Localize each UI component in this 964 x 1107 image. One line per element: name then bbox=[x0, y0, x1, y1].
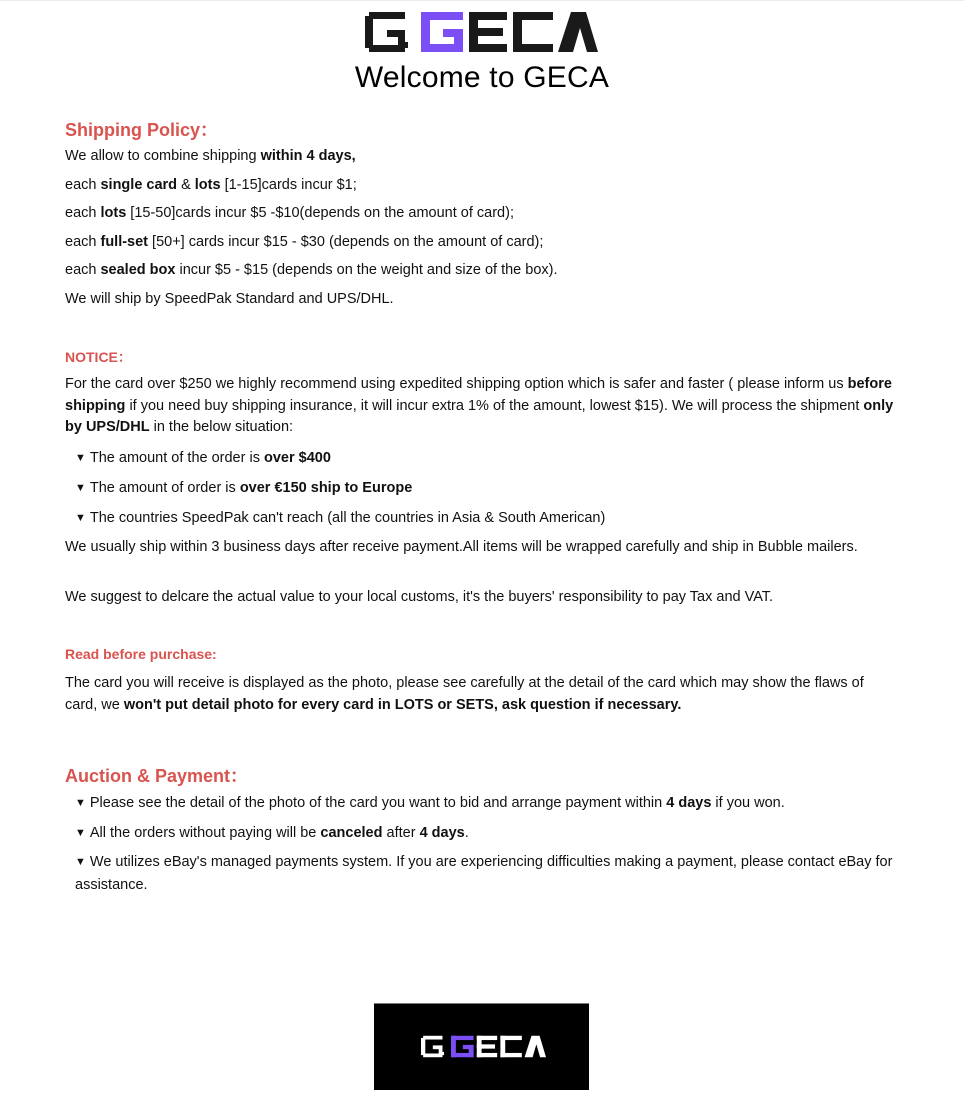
page-title: Welcome to GECA bbox=[354, 61, 610, 94]
text: We allow to combine shipping bbox=[65, 148, 261, 164]
auction-payment-heading: Auction & Payment： bbox=[65, 766, 249, 786]
triangle-down-icon: ▼ bbox=[75, 856, 86, 868]
logo-letter-e bbox=[477, 1036, 497, 1057]
bold-text: lots bbox=[194, 177, 221, 193]
bold-text: only by UPS/DHL bbox=[65, 397, 894, 435]
bold-text: single card bbox=[100, 177, 178, 193]
logo-g-mark bbox=[421, 1036, 444, 1057]
bold-text: canceled bbox=[320, 825, 383, 841]
logo-g-mark bbox=[365, 12, 408, 52]
notice-bullet bbox=[75, 479, 412, 498]
bold-text: 4 days bbox=[666, 795, 712, 811]
logo-letter-c bbox=[513, 12, 553, 52]
bold-text: within 4 days, bbox=[260, 148, 356, 164]
text: Please see the detail of the photo of the card you want to bid and arrange payment within bbox=[89, 795, 667, 811]
read-before-heading: Read before purchase: bbox=[65, 646, 217, 662]
text: The amount of order is bbox=[89, 480, 240, 496]
triangle-down-icon: ▼ bbox=[75, 452, 86, 464]
logo-letter-e bbox=[469, 12, 507, 52]
text: if you won. bbox=[711, 795, 785, 811]
text: . bbox=[464, 825, 469, 841]
shipping-line bbox=[65, 204, 514, 222]
text: [1-15]cards incur $1; bbox=[220, 177, 357, 193]
read-before-paragraph bbox=[65, 673, 895, 716]
bold-text: over €150 ship to Europe bbox=[239, 480, 413, 496]
auction-bullet bbox=[75, 852, 895, 896]
text: [50+] cards incur $15 - $30 (depends on the amount of card); bbox=[148, 234, 544, 250]
text: & bbox=[177, 177, 195, 193]
bold-text: 4 days bbox=[419, 825, 465, 841]
text: each bbox=[65, 234, 101, 250]
triangle-down-icon: ▼ bbox=[75, 827, 86, 839]
text: incur $5 - $15 (depends on the weight and size of the box). bbox=[175, 262, 558, 278]
shipping-line bbox=[65, 147, 356, 165]
text: after bbox=[382, 825, 420, 841]
shipping-line bbox=[65, 261, 558, 279]
bold-text: full-set bbox=[100, 234, 149, 250]
shipping-line bbox=[65, 233, 543, 251]
text: if you need buy shipping insurance, it will incur extra 1% of the amount, lowest $15). We will process the shipment bbox=[125, 397, 864, 414]
logo-letter-a bbox=[558, 12, 598, 52]
logo-letter-a bbox=[525, 1036, 546, 1057]
triangle-down-icon: ▼ bbox=[75, 512, 86, 524]
notice-heading: NOTICE： bbox=[65, 349, 132, 365]
notice-bullet bbox=[75, 509, 605, 528]
bold-text: lots bbox=[100, 205, 127, 221]
logo-letter-g bbox=[421, 12, 463, 52]
bold-text: over $400 bbox=[263, 450, 331, 466]
shipping-line bbox=[65, 290, 394, 308]
text: each bbox=[65, 262, 101, 278]
text: The countries SpeedPak can't reach (all the countries in Asia & South American) bbox=[89, 510, 606, 526]
text: each bbox=[65, 205, 101, 221]
text: [15-50]cards incur $5 -$10(depends on the amount of card); bbox=[126, 205, 514, 221]
text: All the orders without paying will be bbox=[89, 825, 321, 841]
text: We will ship by SpeedPak Standard and UPS/DHL. bbox=[65, 291, 394, 307]
logo-letter-c bbox=[500, 1036, 521, 1057]
triangle-down-icon: ▼ bbox=[75, 797, 86, 809]
shipping-line bbox=[65, 176, 357, 194]
text: We utilizes eBay's managed payments system. If you are experiencing difficulties making a payment, please contact eBay for assistance. bbox=[75, 854, 893, 893]
triangle-down-icon: ▼ bbox=[75, 482, 86, 494]
footer-logo-banner bbox=[374, 1003, 589, 1090]
geca-logo-icon bbox=[365, 12, 598, 52]
bold-text: won't put detail photo for every card in LOTS or SETS, ask question if necessary. bbox=[123, 696, 682, 713]
text: The card you will receive is displayed as the photo, please see carefully at the detail of the card which may show the flaws of card, we bbox=[65, 675, 864, 713]
shipping-policy-heading: Shipping Policy： bbox=[65, 120, 219, 140]
notice-bullet bbox=[75, 449, 331, 468]
auction-bullet bbox=[75, 824, 469, 843]
geca-logo-icon bbox=[421, 1035, 546, 1058]
shipping-time-paragraph: We usually ship within 3 business days after receive payment.All items will be wrapped carefully and ship in Bubble mailers. bbox=[65, 539, 858, 555]
bold-text: sealed box bbox=[100, 262, 176, 278]
text: The amount of the order is bbox=[89, 450, 264, 466]
bold-text: before shipping bbox=[65, 376, 892, 414]
text: each bbox=[65, 177, 101, 193]
customs-paragraph: We suggest to delcare the actual value to your local customs, it's the buyers' responsibility to pay Tax and VAT. bbox=[65, 589, 774, 605]
notice-paragraph bbox=[65, 374, 895, 439]
logo-letter-g bbox=[451, 1036, 474, 1057]
auction-bullet bbox=[75, 794, 785, 813]
text: For the card over $250 we highly recommend using expedited shipping option which is safer and faster ( please inform us bbox=[65, 376, 848, 392]
text: in the below situation: bbox=[149, 419, 294, 435]
